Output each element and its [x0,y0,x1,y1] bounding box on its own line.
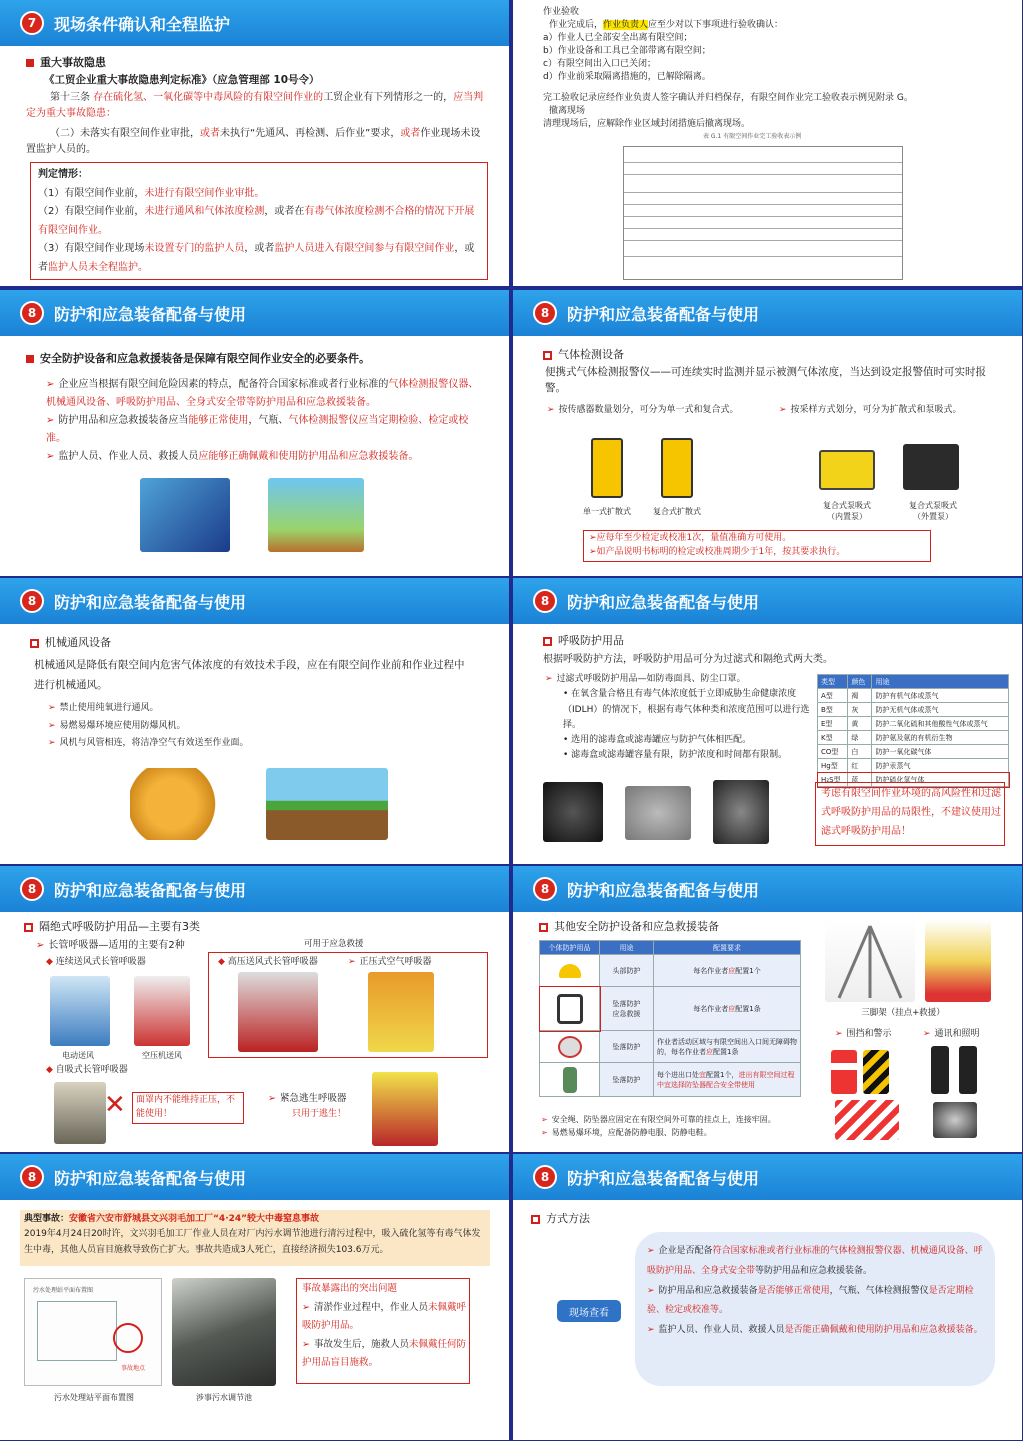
single-detector-image [591,438,623,498]
slide-title: 现场条件确认和全程监护 [54,14,231,34]
article-item-2: （二）未落实有限空间作业审批，或者未执行“先通风、再检测、后作业”要求，或者作业现场未设置监护人员的。 [26,128,481,155]
heading: 隔绝式呼吸防护用品—主要有3类 [24,918,200,935]
acceptance-form [623,146,903,280]
slide-8-equipment-overview [0,290,509,576]
caption: 三脚架（挂点+救援） [861,1008,945,1018]
slide-header: 8 防护和应急装备配备与使用 [0,866,509,912]
problem-list: 事故暴露出的突出问题 ➢ 清淤作业过程中，作业人员未佩戴呼吸防护用品。 ➢ 事故发生后，施救人员未佩戴任何防护用品盲目施救。 [302,1283,466,1369]
self-suction-image [54,1082,106,1144]
slide-header: 8 防护和应急装备配备与使用 [513,290,1022,336]
checklist-items: ➢ 企业是否配备符合国家标准或者行业标准的气体检测报警仪器、机械通风设备、呼吸防护用品、全身式安全带等防护用品和应急救援装备。 ➢ 防护用品和应急救援装备是否能够正常使用，气瓶、气体检测报警仪是否定期检验、检定或校准等。 ➢ 监护人员、作业人员、救援人员是否能正确佩戴和使用防护用品和应急救援装备。 [647,1246,983,1336]
radio-icon [931,1046,949,1094]
slide-8-gas-detection [513,290,1022,576]
slide-acceptance [513,0,1022,286]
gas-mask-image [543,782,603,842]
site-plan-image: 污水处理站平面布置图 事故地点 [24,1278,162,1386]
warning-tape-icon [835,1100,899,1140]
heading: 气体检测设备 [543,346,624,363]
description: 便携式气体检测报警仪——可连续实时监测并显示被测气体浓度，当达到设定报警值时可实时报警。 [545,366,986,395]
multi-detector-image [661,438,693,498]
escape-respirator-image [372,1072,438,1146]
caption: 复合式扩散式 [653,507,701,516]
site-inspection-button[interactable]: 现场查看 [557,1300,621,1322]
section-number: 7 [20,11,44,35]
classify-1: ➢ 按传感器数量划分，可分为单一式和复合式。 [547,405,739,415]
heading: 呼吸防护用品 [543,632,624,649]
standard-title: 《工贸企业重大事故隐患判定标准》（应急管理部 10号令） [44,74,320,86]
type-1: ◆ 连续送风式长管呼吸器 [46,957,146,967]
description: 根据呼吸防护方法，呼吸防护用品可分为过滤式和隔绝式两大类。 [543,654,833,665]
table-notes: ➢ 安全绳、防坠器应固定在有限空间外可靠的挂点上，连接牢固。 ➢ 易燃易爆环境，应配备防静电服、防静电鞋。 [541,1115,776,1137]
pump-external-image [903,444,959,490]
table-caption: 表 G.1 有限空间作业完工验收表示例 [703,133,802,140]
pump-internal-image [819,450,875,490]
calibration-note: ➢应每年至少检定或校准1次，量值准确方可使用。 ➢如产品说明书标明的检定或校准周期少于1年，按其要求执行。 [589,533,846,557]
filter-text: ➢ 过滤式呼吸防护用品—如防毒面具、防尘口罩。 • 在氧含量合格且有毒气体浓度低于立即威胁生命健康浓度（IDLH）的情况下，根据有毒气体种类和浓度范围可以进行选择。 • 选用的滤毒盒或滤毒罐应与防护气体相匹配。 • 滤毒盒或滤毒罐容量有限，防护浓度和时间都有限制。 [545,674,810,761]
type-4: ◆ 自吸式长管呼吸器 [46,1065,128,1075]
slide-header [0,0,509,46]
electric-supply-image [50,976,110,1046]
slide-header: 8 防护和应急装备配备与使用 [513,578,1022,624]
caption: 复合式泵吸式 （内置泵） [823,501,871,521]
caption: 涉事污水调节池 [196,1393,252,1402]
case-text: 典型事故：安徽省六安市舒城县文兴羽毛加工厂“4·24”较大中毒窒息事故 2019年4月24日20时许，文兴羽毛加工厂作业人员在对厂内污水调节池进行清污过程中，吸入硫化氢等有毒气体发生中毒，其他人员盲目施救导致伤亡扩大。事故共造成3人死亡，直接经济损失103.6万元。 [24,1214,481,1255]
caption: 污水处理站平面布置图 [54,1393,134,1402]
slide-header: 8 防护和应急装备配备与使用 [0,1154,509,1200]
compressor-supply-image [134,976,190,1046]
bullet-icon [26,59,34,67]
type-5: ➢ 紧急逃生呼吸器 [268,1093,347,1104]
heading: 机械通风设备 [30,634,111,651]
slide-header: 8 防护和应急装备配备与使用 [513,1154,1022,1200]
slide-8-isolating-respirators [0,866,509,1152]
half-mask-image [625,786,691,840]
sub-heading: ➢ 长管呼吸器—适用的主要有2种 [36,940,185,951]
rescue-note: 可用于应急救援 [304,939,364,949]
fence-label: ➢ 围挡和警示 [835,1029,892,1039]
type-2: ◆ 高压送风式长管呼吸器 [218,957,318,967]
slide-8-inspection-method [513,1154,1022,1440]
self-suction-warning: 面罩内不能维持正压，不能使用！ [136,1095,236,1119]
tank-photo [172,1278,276,1386]
slide-8-other-equipment [513,866,1022,1152]
warning-post-icon [863,1050,889,1094]
caption: 电动送风 [62,1051,94,1060]
heading: 重大事故隐患 [26,54,106,71]
high-pressure-image [238,972,318,1052]
caption: 单一式扩散式 [583,507,631,516]
lead-text: 安全防护设备和应急救援装备是保障有限空间作业安全的必要条件。 [26,350,370,367]
classify-2: ➢ 按采样方式划分，可分为扩散式和泵吸式。 [779,405,962,415]
cross-icon: ✕ [104,1090,126,1120]
type-3: ➢ 正压式空气呼吸器 [348,957,432,967]
slide-8-ventilation [0,578,509,864]
tripod-image [825,920,915,1002]
rescue-tripod-illustration [268,478,364,552]
equipment-illustration [140,478,230,552]
caption: 复合式泵吸式 （外置泵） [909,501,957,521]
radio-icon [959,1046,977,1094]
acceptance-text: 作业验收 作业完成后，作业负责人应至少对以下事项进行验收确认： a）作业人已全部安全出离有限空间； b）作业设备和工具已全部带离有限空间； c）有限空间出入口已关闭； d）作业前采取隔离措施的，已解除隔离。 完工验收记录应经作业负责人签字确认并归档保存，有限空间作业完工验收表示例见附录 G。 撤离现场 清理现场后，应解除作业区域封闭措施后撤离现场。 [543,7,913,130]
caption: 空压机送风 [142,1051,182,1060]
judgement-text: 判定情形： （1）有限空间作业前，未进行有限空间作业审批。 （2）有限空间作业前，未进行通风和气体浓度检测，或者在有毒气体浓度检测不合格的情况下开展有限空间作业。 （3）有限空间作业现场未设置专门的监护人员，或者监护人员进入有限空间参与有限空间作业，或者监护人员未全程监护。 [38,169,475,273]
slide-7-conditions [0,0,509,286]
ventilation-scene-image [266,768,388,840]
slide-header: 8 防护和应急装备配备与使用 [513,866,1022,912]
filter-type-table: 类型 颜色 用途 A型 褐 防护有机气体或蒸气 B型 灰 防护无机气体或蒸气 E型 黄 防护二氧化硫和其他酸性气体或蒸气 K型 绿 防护氨及氨的有机衍生物 CO型 白 防护一氧化碳气体 Hg型 红 防护汞蒸气 H₂S型 蓝 防护硫化氢气体 [817,674,1009,787]
scba-image [368,972,434,1052]
slide-8-case-study [0,1154,509,1440]
canister-mask-image [713,780,769,844]
slide-header: 8 防护和应急装备配备与使用 [0,290,509,336]
escape-note: 只用于逃生！ [292,1109,347,1119]
heading: 方式方法 [531,1210,590,1227]
filter-warning: 考虑有限空间作业环境的高风险性和过滤式呼吸防护用品的局限性，不建议使用过滤式呼吸防护用品！ [821,788,1001,837]
ppe-table: 个体防护用品 用途 配置要求 头部防护 每名作业者应配置1个 坠落防护 应急救援 每名作业者应配置1条 坠落防护 作业者活动区域与有限空间出入口间无障碍物的，每名作业者应配置1条 坠落防护 每个进出口处宜配置1个，进出有限空间过程中宜选择防坠器配合安全带使用 [539,940,801,1097]
slide-8-respiratory [513,578,1022,864]
rule-list: ➢ 禁止使用纯氧进行通风。 ➢ 易燃易爆环境应使用防爆风机。 ➢ 风机与风管相连，将洁净空气有效送至作业面。 [48,703,249,749]
ventilation-fan-image [130,768,234,840]
description: 机械通风是降低有限空间内危害气体浓度的有效技术手段，应在有限空间作业前和作业过程中进行机械通风。 [34,659,465,691]
slide-header: 8 防护和应急装备配备与使用 [0,578,509,624]
traffic-cone-icon [831,1050,857,1094]
rescue-worker-image [925,920,991,1002]
bullet-list: ➢ 企业应当根据有限空间危险因素的特点，配备符合国家标准或者行业标准的气体检测报警仪器、机械通风设备、呼吸防护用品、全身式安全带等防护用品和应急救援装备。 ➢ 防护用品和应急救援装备应当能够正常使用，气瓶、气体检测报警仪应当定期检验、检定或校准。 ➢ 监护人员、作业人员、救援人员应能够正确佩戴和使用防护用品和应急救援装备。 [46,379,479,462]
heading: 其他安全防护设备和应急救援装备 [539,918,719,935]
comm-label: ➢ 通讯和照明 [923,1029,980,1039]
article-13: 第十三条 存在硫化氢、一氧化碳等中毒风险的有限空间作业的工贸企业有下列情形之一的，应当判定为重大事故隐患： [26,92,484,119]
headlamp-icon [933,1102,977,1138]
